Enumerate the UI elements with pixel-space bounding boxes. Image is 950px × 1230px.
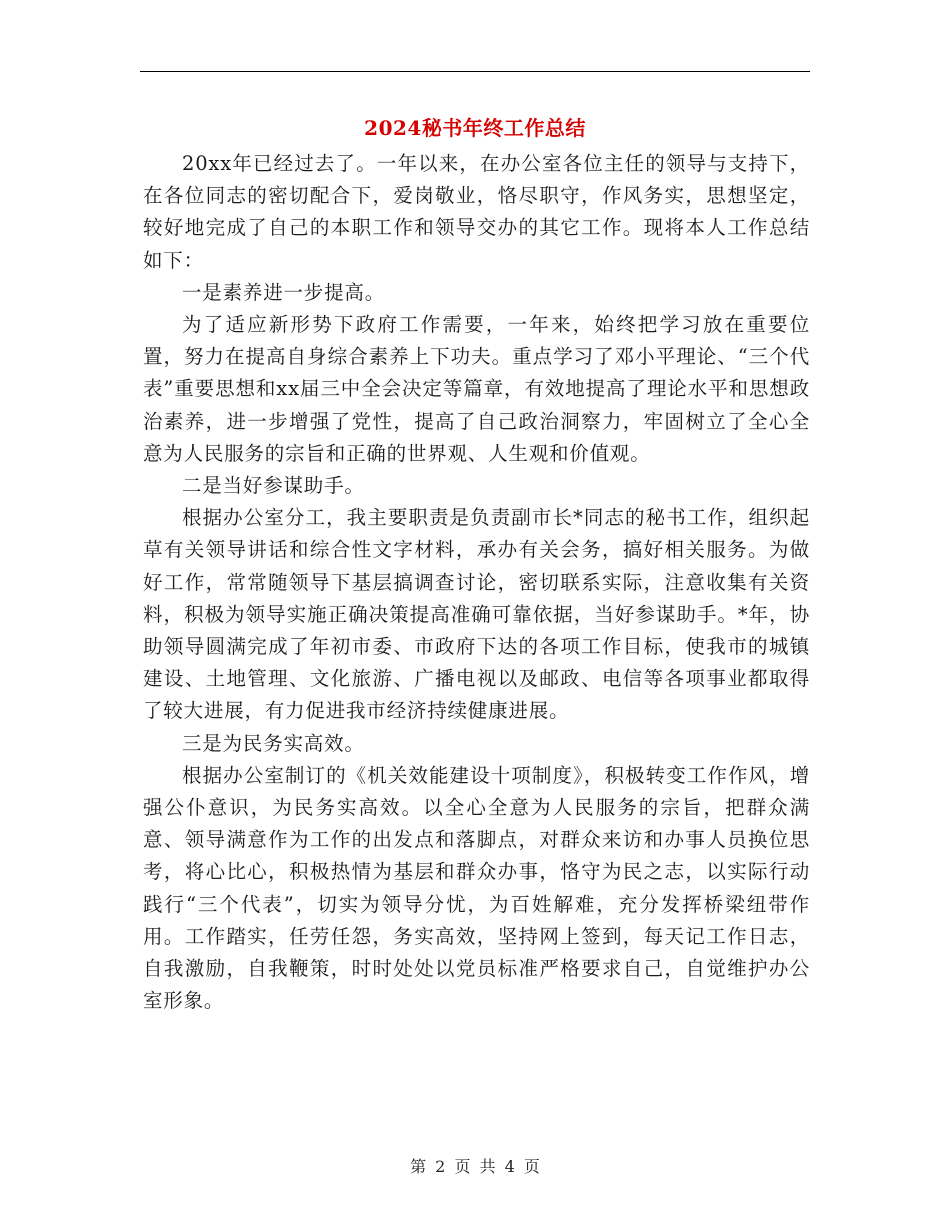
section-3-paragraph: 根据办公室制订的《机关效能建设十项制度》，积极转变工作作风，增强公仆意识，为民务实高效。以全心全意为人民服务的宗旨，把群众满意、领导满意作为工作的出发点和落脚点，对群众来访和办事人员换位思考，将心比心，积极热情为基层和群众办事，恪守为民之志，以实际行动践行“三个代表”，切实为领导分忧，为百姓解难，充分发挥桥梁纽带作用。工作踏实，任劳任怨，务实高效，坚持网上签到，每天记工作日志，自我激励，自我鞭策，时时处处以党员标准严格要求自己，自觉维护办公室形象。 bbox=[143, 763, 810, 1013]
section-2-paragraph: 根据办公室分工，我主要职责是负责副市长*同志的秘书工作，组织起草有关领导讲话和综合性文字材料，承办有关会务，搞好相关服务。为做好工作，常常随领导下基层搞调查讨论，密切联系实际，注意收集有关资料，积极为领导实施正确决策提高准确可靠依据，当好参谋助手。*年，协助领导圆满完成了年初市委、市政府下达的各项工作目标，使我市的城镇建设、土地管理、文化旅游、广播电视以及邮政、电信等各项事业都取得了较大进展，有力促进我市经济持续健康进展。 bbox=[143, 506, 810, 723]
section-heading-3: 三是为民务实高效。 bbox=[182, 731, 365, 755]
page-number: 第 2 页 共 4 页 bbox=[410, 1157, 540, 1176]
document-title: 2024秘书年终工作总结 bbox=[364, 116, 586, 140]
intro-paragraph: 20xx年已经过去了。一年以来，在办公室各位主任的领导与支持下，在各位同志的密切配合下，爱岗敬业，恪尽职守，作风务实，思想坚定，较好地完成了自己的本职工作和领导交办的其它工作。现将本人工作总结如下： bbox=[143, 152, 810, 272]
section-1-paragraph: 为了适应新形势下政府工作需要，一年来，始终把学习放在重要位置，努力在提高自身综合素养上下功夫。重点学习了邓小平理论、“三个代表”重要思想和xx届三中全会决定等篇章，有效地提高了理论水平和思想政治素养，进一步增强了党性，提高了自己政治洞察力，牢固树立了全心全意为人民服务的宗旨和正确的世界观、人生观和价值观。 bbox=[143, 313, 810, 465]
header-rule bbox=[140, 71, 810, 72]
section-heading-2: 二是当好参谋助手。 bbox=[182, 474, 365, 498]
document-body bbox=[143, 148, 810, 1017]
section-heading-1: 一是素养进一步提高。 bbox=[182, 280, 386, 304]
